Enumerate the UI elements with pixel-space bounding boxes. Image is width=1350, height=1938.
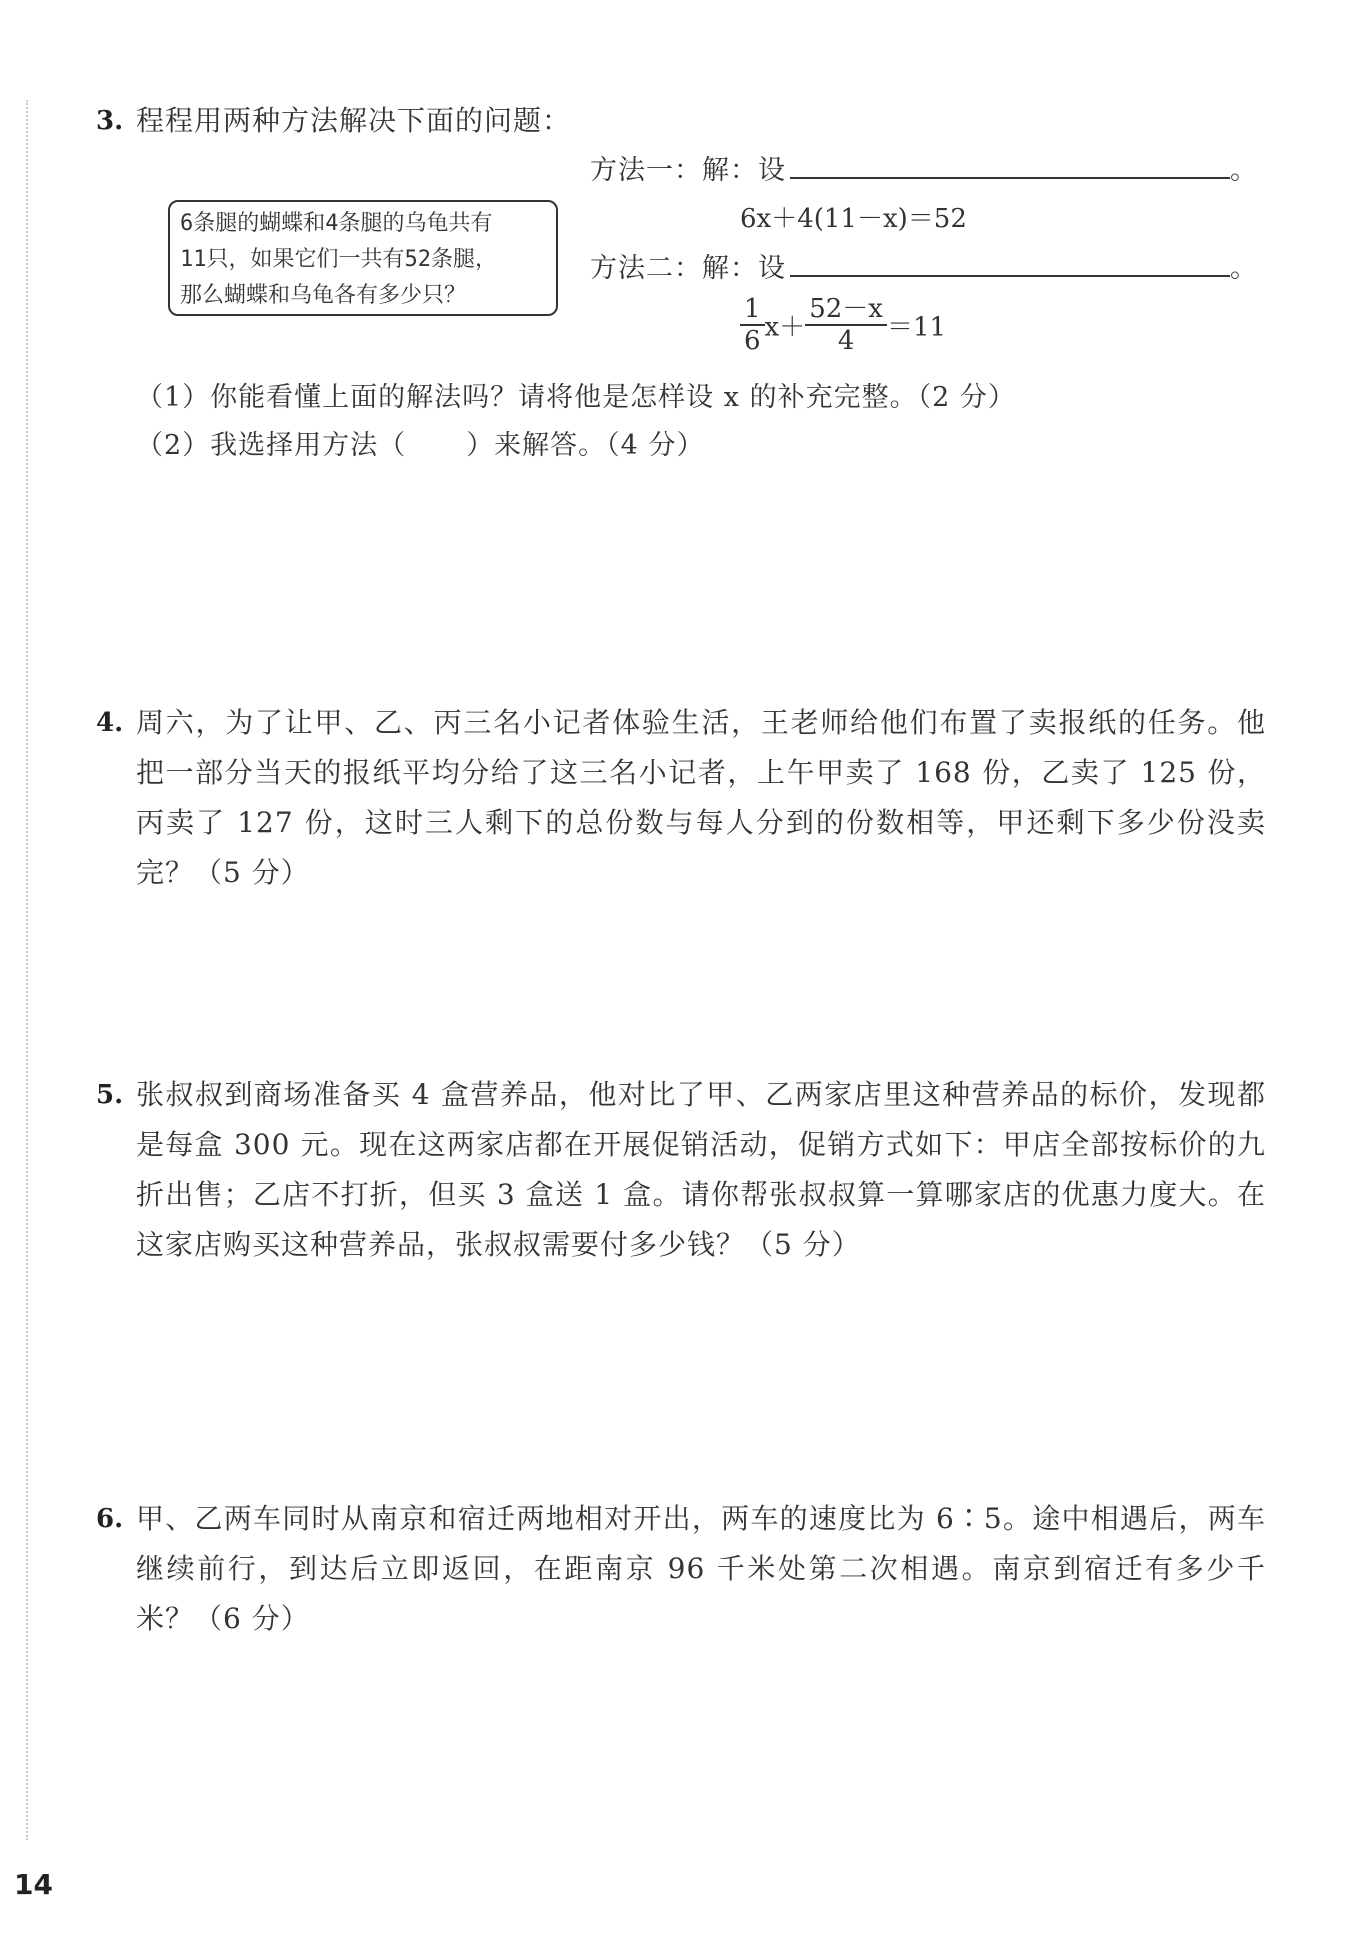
fraction-one-sixth: $\frac{1}{6}$: [740, 294, 765, 356]
method-1-end: 。: [1230, 155, 1258, 186]
question-number: 3.: [96, 106, 124, 136]
question-6: [96, 1494, 1266, 1644]
method-2-equation: $\frac{1}{6}$ x＋ $\frac{52-x}{4}$ ＝11: [740, 294, 946, 356]
method-1-label: 方法一：解：设: [590, 155, 786, 186]
question-number: 4.: [96, 708, 124, 738]
method-2-label: 方法二：解：设: [590, 253, 786, 284]
box-line: 那么蝴蝶和乌龟各有多少只？: [180, 283, 467, 308]
question-text: 甲、乙两车同时从南京和宿迁两地相对开出，两车的速度比为 6∶5。途中相遇后，两车继续前行，到达后立即返回，在距南京 96 千米处第二次相遇。南京到宿迁有多少千米？（6 分）: [136, 1502, 1266, 1635]
method-2-blank[interactable]: [790, 249, 1230, 277]
problem-box: [168, 200, 558, 316]
question-4: [96, 698, 1266, 898]
box-line: 11只，如果它们一共有52条腿，: [180, 247, 497, 272]
question-3: [96, 96, 1266, 146]
fraction-52-minus-x-over-4: $\frac{52-x}{4}$: [805, 294, 887, 356]
question-5: [96, 1070, 1266, 1270]
method-2: [590, 246, 1258, 285]
method-1: [590, 148, 1258, 187]
question-text: 程程用两种方法解决下面的问题：: [136, 104, 572, 137]
question-number: 5.: [96, 1080, 124, 1110]
box-line: 6条腿的蝴蝶和4条腿的乌龟共有: [180, 211, 493, 236]
sub-question-1: （1）你能看懂上面的解法吗？请将他是怎样设 x 的补充完整。（2 分）: [136, 382, 1016, 413]
method-1-equation: 6x＋4(11－x)＝52: [740, 204, 967, 234]
question-text: 周六，为了让甲、乙、丙三名小记者体验生活，王老师给他们布置了卖报纸的任务。他把一部分当天的报纸平均分给了这三名小记者，上午甲卖了 168 份，乙卖了 125 份，丙卖了 127 份，这时三人剩下的总份数与每人分到的份数相等，甲还剩下多少份没卖完？（5 分）: [136, 706, 1266, 889]
method-1-blank[interactable]: [790, 151, 1230, 179]
question-text: 张叔叔到商场准备买 4 盒营养品，他对比了甲、乙两家店里这种营养品的标价，发现都是每盒 300 元。现在这两家店都在开展促销活动，促销方式如下：甲店全部按标价的九折出售；乙店不打折，但买 3 盒送 1 盒。请你帮张叔叔算一算哪家店的优惠力度大。在这家店购买这种营养品，张叔叔需要付多少钱？（5 分）: [136, 1078, 1266, 1261]
question-number: 6.: [96, 1504, 124, 1534]
method-2-end: 。: [1230, 253, 1258, 284]
binding-margin-line: [26, 100, 28, 1840]
page-number: 14: [14, 1868, 53, 1901]
sub-question-2: （2）我选择用方法（ ）来解答。（4 分）: [136, 430, 705, 461]
